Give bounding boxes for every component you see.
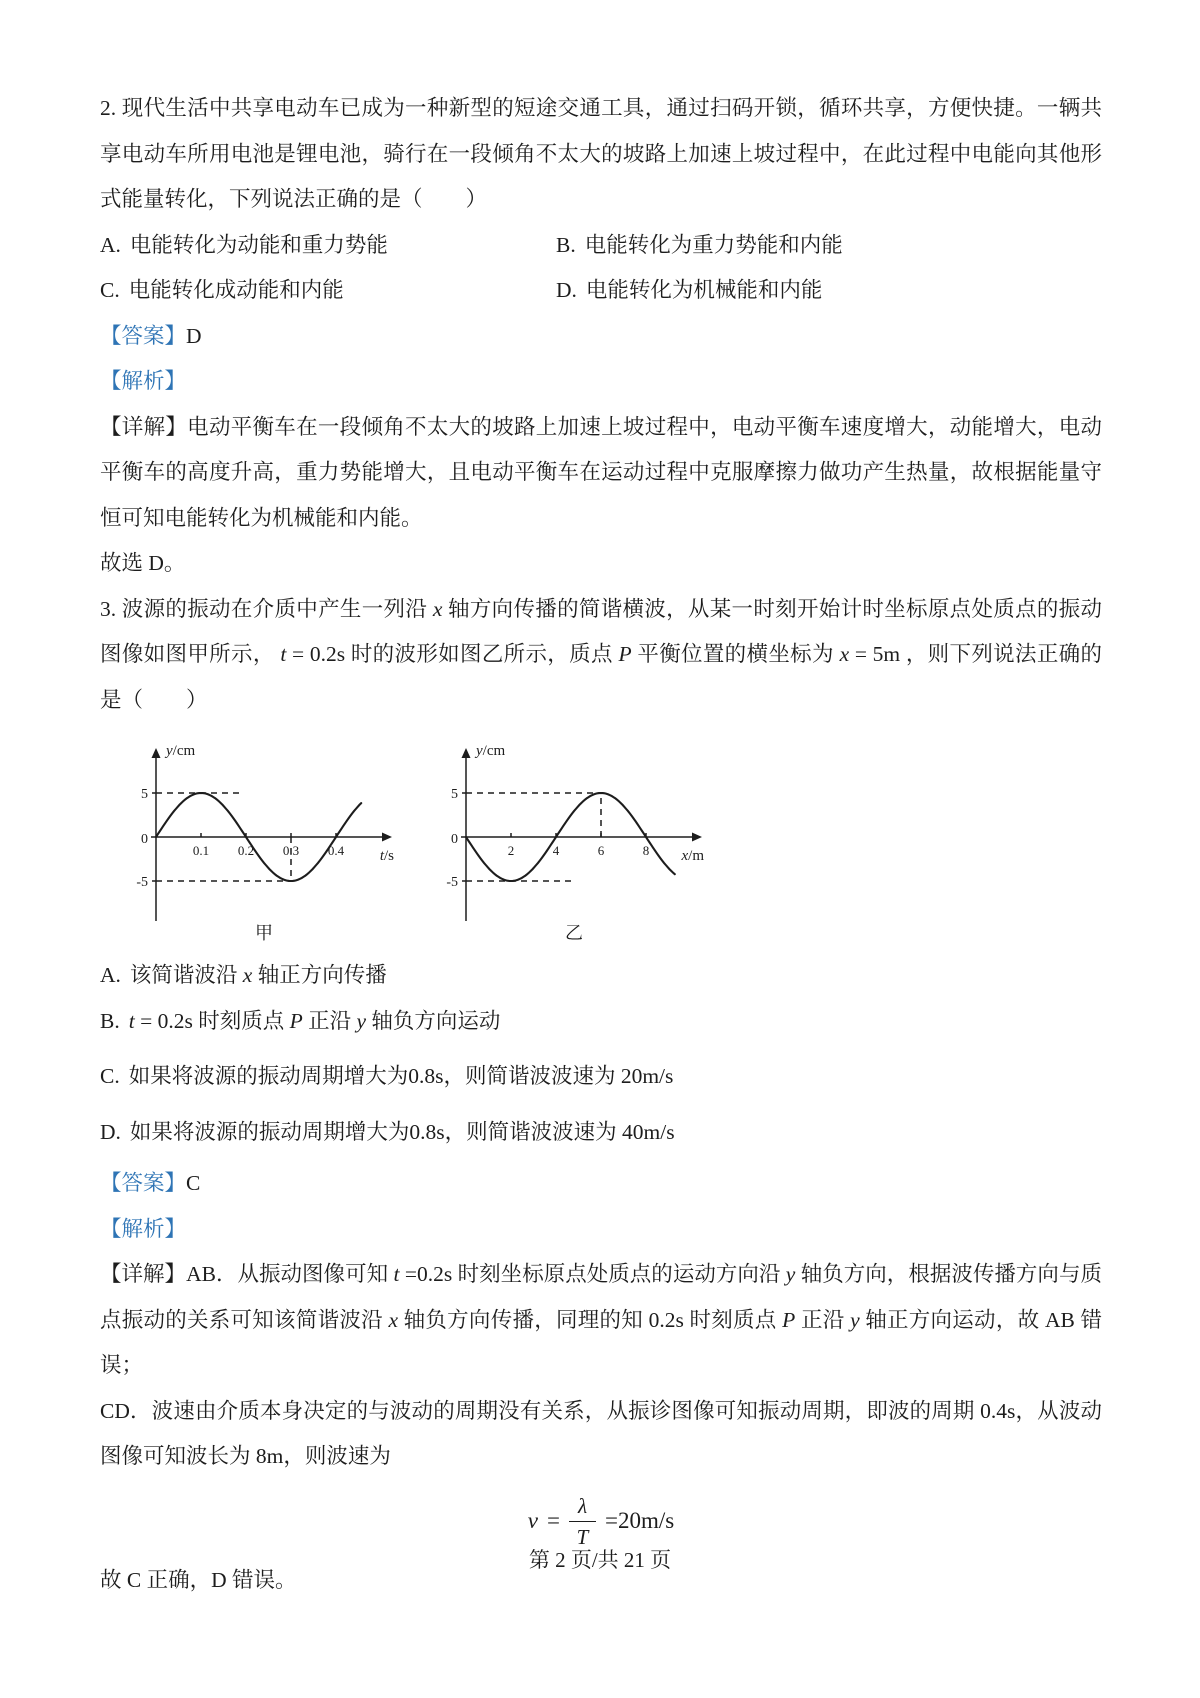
question-2-analysis-line — [100, 359, 1102, 405]
question-2-detail — [100, 405, 1102, 542]
option-label: A. — [100, 232, 121, 257]
answer-tag: 【答案】 — [100, 323, 187, 348]
text-run: 轴正方向运动，故 AB 错误； — [100, 1307, 1102, 1377]
math-var: x — [388, 1307, 399, 1332]
question-3-answer-line — [100, 1161, 1102, 1207]
svg-text:t/s: t/s — [379, 848, 394, 864]
figure-jia-vibration-graph — [114, 735, 414, 943]
page-footer: 第 2 页/共 21 页 — [528, 1548, 672, 1572]
text-run: 轴方向传播的简谐横波，从某一时刻开始计时坐标原点处质点的振动图像如图甲所示， — [100, 596, 1102, 666]
question-3-stem — [100, 587, 1102, 724]
detail-tag: 【详解】 — [100, 414, 188, 439]
svg-text:5: 5 — [451, 787, 458, 802]
detail-text — [100, 1399, 1102, 1469]
option-label: C. — [100, 278, 120, 302]
text-run: 该简谐波沿 — [129, 963, 243, 987]
option-text — [129, 278, 344, 302]
svg-text:0: 0 — [451, 832, 458, 847]
math-var: x — [432, 596, 443, 621]
option-text — [129, 1009, 501, 1033]
answer-value: D — [186, 323, 202, 348]
text-run: 电能转化成动能和内能 — [128, 278, 344, 302]
question-3-conclusion: 故 C 正确，D 错误。 — [100, 1567, 297, 1592]
question-2-option-d — [556, 268, 1102, 314]
option-label: A. — [100, 963, 121, 987]
svg-text:0.3: 0.3 — [282, 843, 300, 858]
svg-text:5: 5 — [141, 787, 148, 802]
answer-value: C — [186, 1171, 201, 1195]
math-var: P — [782, 1307, 796, 1332]
option-text — [130, 1120, 675, 1144]
question-2-options — [100, 223, 1102, 314]
option-text — [130, 963, 387, 987]
detail-text — [100, 1262, 1102, 1377]
svg-text:6: 6 — [597, 843, 605, 858]
option-label: B. — [100, 1008, 120, 1033]
text-run: 平衡位置的横坐标为 — [631, 642, 840, 666]
question-2-conclusion: 故选 D。 — [100, 551, 186, 575]
text-run: 如果将波源的振动周期增大为0.8s，则简谐波波速为 40m/s — [129, 1119, 675, 1144]
text-run: 轴负方向运动 — [366, 1008, 501, 1033]
option-label: D. — [556, 278, 577, 302]
text-run: 电能转化为动能和重力势能 — [129, 232, 388, 257]
svg-text:0: 0 — [141, 832, 148, 847]
text-run: 正沿 — [795, 1307, 851, 1332]
figure-row — [114, 735, 1102, 943]
math-var: y — [356, 1008, 367, 1033]
text-run: = 5m ，则下列说法正确的是（ ） — [100, 642, 1102, 712]
analysis-tag: 【解析】 — [100, 369, 187, 393]
wave-plot — [424, 735, 724, 943]
option-label: C. — [100, 1064, 120, 1088]
question-3-analysis-line — [100, 1207, 1102, 1253]
text-run: CD．波速由介质本身决定的与波动的周期没有关系，从振诊图像可知振动周期，即波的周期 0.4s，从波动图像可知波长为 8m，则波速为 — [100, 1398, 1102, 1468]
option-text — [129, 1064, 674, 1088]
option-text — [586, 278, 823, 302]
question-3-detail-ab — [100, 1252, 1102, 1389]
svg-text:-5: -5 — [446, 875, 458, 890]
analysis-tag: 【解析】 — [100, 1216, 187, 1241]
text-run: 电动平衡车在一段倾角不太大的坡路上加速上坡过程中，电动平衡车速度增大，动能增大，电动平衡车的高度升高，重力势能增大，且电动平衡车在运动过程中克服摩擦力做功产生热量，故根据能量守恒可知电能转化为机械能和内能。 — [100, 414, 1102, 530]
question-2-option-b — [556, 223, 1102, 269]
text-run: 轴负方向传播，同理的知 0.2s 时刻质点 — [398, 1307, 783, 1332]
math-var: t — [128, 1008, 135, 1033]
text-run: = 0.2s 时刻质点 — [134, 1008, 290, 1033]
svg-text:x/m: x/m — [681, 848, 704, 864]
fraction-denominator: T — [576, 1525, 589, 1549]
question-3-option-a — [100, 953, 1102, 999]
formula-equals: = — [546, 1508, 560, 1534]
question-2-option-a — [100, 223, 556, 269]
text-run: 3. 波源的振动在介质中产生一列沿 — [100, 596, 433, 621]
question-2-answer-line — [100, 314, 1102, 360]
formula-result: =20m/s — [605, 1508, 675, 1534]
math-var: y — [785, 1262, 796, 1286]
question-2-option-c — [100, 268, 556, 314]
question-2-stem — [100, 86, 1102, 223]
svg-text:y/cm: y/cm — [166, 743, 196, 759]
svg-text:y/cm: y/cm — [476, 743, 506, 759]
formula-fraction — [569, 1494, 596, 1549]
option-text — [585, 233, 843, 257]
question-3-option-d — [100, 1110, 1102, 1156]
math-var: P — [289, 1008, 303, 1033]
formula-lhs: v — [527, 1508, 538, 1534]
text-run: 正沿 — [302, 1008, 357, 1033]
svg-text:2: 2 — [507, 843, 515, 858]
svg-text:乙: 乙 — [565, 923, 583, 943]
math-var: P — [618, 642, 632, 666]
text-run: 电能转化为重力势能和内能 — [584, 232, 843, 257]
question-3-detail-cd — [100, 1389, 1102, 1480]
question-3-option-c — [100, 1054, 1102, 1100]
figure-yi-waveform-graph — [424, 735, 724, 943]
svg-text:-5: -5 — [136, 875, 148, 890]
page-content — [100, 86, 1102, 1603]
svg-text:4: 4 — [552, 843, 560, 858]
svg-text:0.4: 0.4 — [327, 843, 345, 858]
text-run: 如果将波源的振动周期增大为0.8s，则简谐波波速为 20m/s — [128, 1064, 674, 1088]
option-text — [130, 233, 388, 257]
math-var: t — [393, 1262, 400, 1286]
detail-tag: 【详解】 — [100, 1262, 187, 1286]
math-var: t — [280, 642, 287, 666]
text-run: 2. 现代生活中共享电动车已成为一种新型的短途交通工具，通过扫码开锁，循环共享，方便快捷。一辆共享电动车所用电池是锂电池，骑行在一段倾角不太大的坡路上加速上坡过程中，在此过程中电能向其他形式能量转化，下列说法正确的是（ ） — [100, 96, 1102, 211]
svg-text:0.1: 0.1 — [192, 843, 210, 858]
text-run: 电能转化为机械能和内能 — [585, 278, 823, 302]
text-run: AB．从振动图像可知 — [186, 1262, 394, 1286]
text-run: 轴正方向传播 — [252, 963, 387, 987]
question-3-option-b — [100, 999, 1102, 1045]
svg-text:甲: 甲 — [255, 923, 273, 943]
text-run: = 0.2s 时的波形如图乙所示，质点 — [286, 642, 619, 666]
svg-text:0.2: 0.2 — [237, 843, 255, 858]
wave-plot — [114, 735, 414, 943]
detail-text — [100, 415, 1102, 530]
math-var: y — [850, 1307, 860, 1332]
text-run: 轴负方向，根据波传播方向与质点振动的关系可知该简谐波沿 — [100, 1262, 1102, 1332]
answer-tag: 【答案】 — [100, 1171, 187, 1195]
fraction-numerator: λ — [569, 1494, 596, 1522]
math-var: x — [839, 642, 850, 666]
option-label: D. — [100, 1119, 121, 1144]
text-run: =0.2s 时刻坐标原点处质点的运动方向沿 — [399, 1262, 786, 1286]
option-label: B. — [556, 232, 576, 257]
math-var: x — [242, 963, 253, 987]
svg-text:8: 8 — [642, 843, 650, 858]
